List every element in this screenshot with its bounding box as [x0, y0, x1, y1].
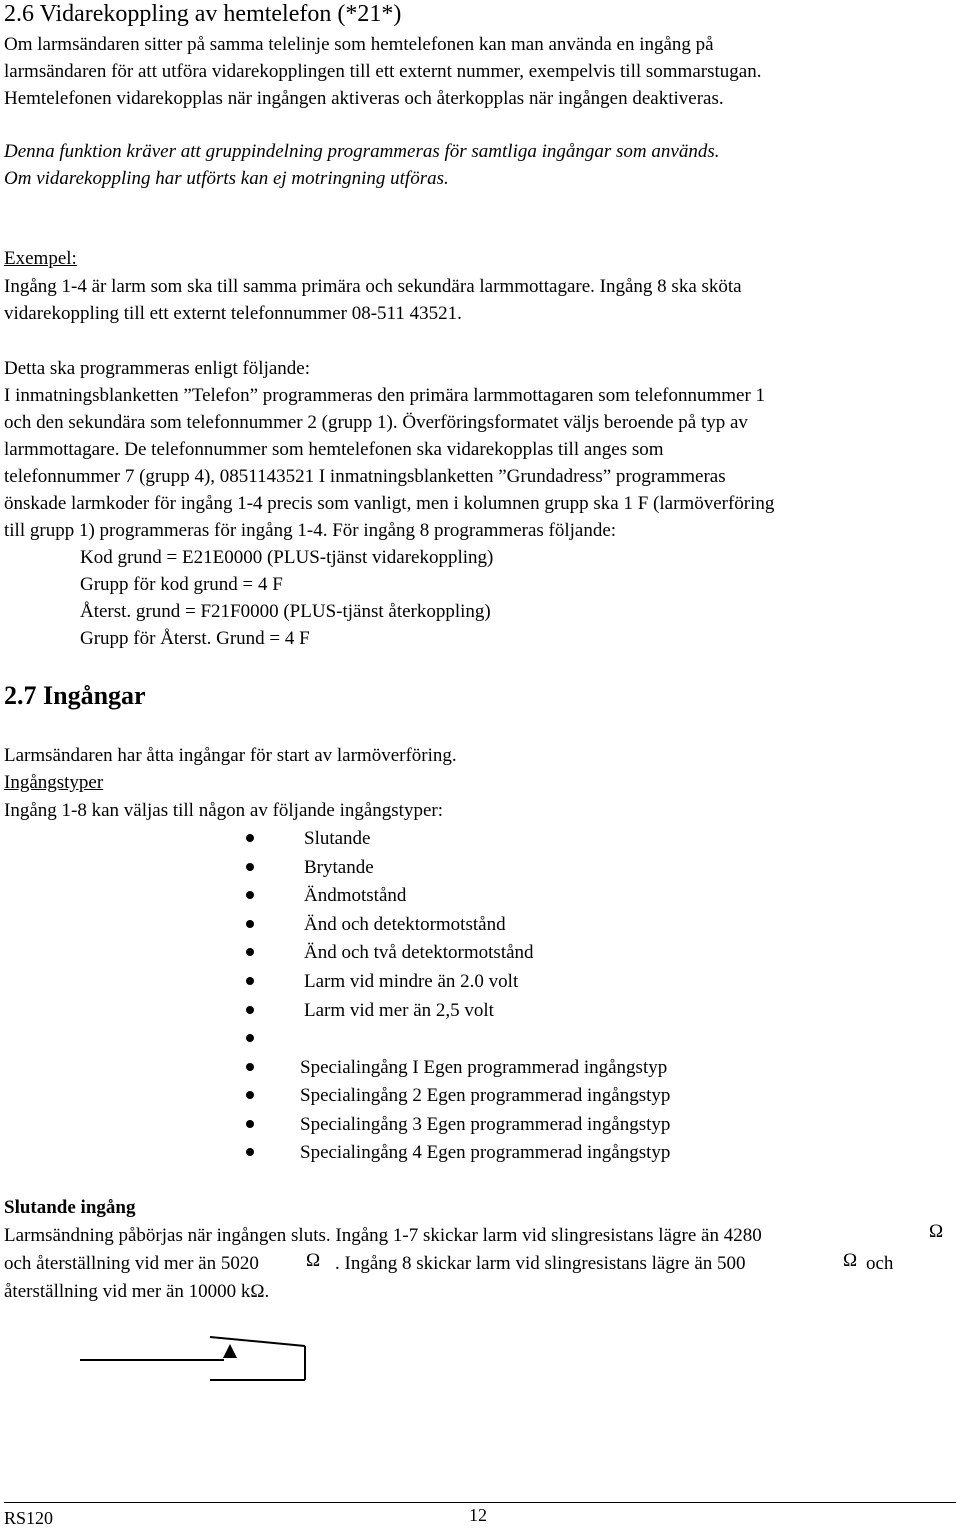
- closing-text-line: återställning vid mer än 10000 kΩ.: [4, 1281, 270, 1302]
- input-type-item: Larm vid mer än 2,5 volt: [304, 1000, 494, 1021]
- closing-text-line: [4, 1222, 762, 1249]
- closing-text-line: [4, 1250, 259, 1277]
- code-line: Grupp för kod grund = 4 F: [80, 574, 283, 595]
- note-line: Denna funktion kräver att gruppindelning programmeras för samtliga ingångar som används.: [4, 141, 720, 162]
- bullet-icon: [246, 1063, 254, 1071]
- bullet-icon: [246, 1091, 254, 1099]
- bullet-icon: [246, 948, 254, 956]
- input-type-item: Specialingång 2 Egen programmerad ingångstyp: [300, 1085, 671, 1106]
- section-heading-2-7: 2.7 Ingångar: [4, 681, 146, 710]
- input-types-intro: Ingång 1-8 kan väljas till någon av följande ingångstyper:: [4, 800, 443, 821]
- program-line: larmmottagare. De telefonnummer som hemtelefonen ska vidarekopplas till anges som: [4, 439, 664, 460]
- closing-text-part: och: [866, 1253, 894, 1274]
- program-line: till grupp 1) programmeras för ingång 1-4. För ingång 8 programmeras följande:: [4, 520, 617, 541]
- bullet-icon: [246, 920, 254, 928]
- input-type-item: Änd och detektormotstånd: [304, 914, 506, 935]
- program-line: I inmatningsblanketten ”Telefon” programmeras den primära larmmottagaren som telefonnummer 1: [4, 385, 766, 406]
- footer-doc-id: RS120: [4, 1508, 54, 1528]
- closing-text-part: och återställning vid mer än 5020: [4, 1253, 259, 1274]
- section-heading-2-6: 2.6 Vidarekoppling av hemtelefon (*21*): [4, 1, 402, 27]
- switch-lever: [210, 1337, 305, 1346]
- closing-text-part: återställning vid mer än 10000 k: [4, 1281, 251, 1302]
- ohm-icon: Ω: [306, 1250, 321, 1271]
- code-line: Grupp för Återst. Grund = 4 F: [80, 628, 310, 649]
- ohm-icon: Ω: [250, 1281, 265, 1302]
- input-type-item: Specialingång 4 Egen programmerad ingångstyp: [300, 1142, 671, 1163]
- bullet-icon: [246, 1006, 254, 1014]
- paragraph-line: Om larmsändaren sitter på samma telelinje som hemtelefonen kan man använda en ingång på: [4, 34, 714, 55]
- example-line: vidarekoppling till ett externt telefonnummer 08-511 43521.: [4, 303, 462, 324]
- input-types-heading: Ingångstyper: [4, 772, 104, 793]
- input-type-item: Larm vid mindre än 2.0 volt: [304, 971, 519, 992]
- paragraph-line: larmsändaren för att utföra vidarekopplingen till ett externt nummer, exempelvis till sommarstugan.: [4, 61, 762, 82]
- closing-switch-diagram: [76, 1330, 316, 1390]
- closing-text-part: . Ingång 8 skickar larm vid slingresistans lägre än 500: [335, 1253, 746, 1274]
- input-type-item: Änd och två detektormotstånd: [304, 942, 534, 963]
- program-line: telefonnummer 7 (grupp 4), 0851143521 I inmatningsblanketten ”Grundadress” programmeras: [4, 466, 726, 487]
- bullet-icon: [246, 977, 254, 985]
- program-line: önskade larmkoder för ingång 1-4 precis som vanligt, men i kolumnen grupp ska 1 F (larmöverföring: [4, 493, 775, 514]
- bullet-icon: [246, 834, 254, 842]
- switch-contact-icon: [223, 1344, 237, 1358]
- bullet-icon: [246, 1148, 254, 1156]
- ohm-icon: Ω: [929, 1221, 944, 1242]
- example-label: Exempel:: [4, 248, 77, 269]
- bullet-icon: [246, 1120, 254, 1128]
- closing-text-part: Larmsändning påbörjas när ingången sluts. Ingång 1-7 skickar larm vid slingresistans lägre än 4280: [4, 1225, 762, 1246]
- ohm-icon: Ω: [843, 1250, 858, 1271]
- program-line: Detta ska programmeras enligt följande:: [4, 358, 311, 379]
- paragraph-line: Hemtelefonen vidarekopplas när ingången aktiveras och återkopplas när ingången deaktiveras.: [4, 88, 724, 109]
- bullet-icon: [246, 1034, 254, 1042]
- closing-input-heading: Slutande ingång: [4, 1197, 136, 1218]
- bullet-icon: [246, 891, 254, 899]
- input-type-item: Brytande: [304, 857, 374, 878]
- note-line: Om vidarekoppling har utförts kan ej motringning utföras.: [4, 168, 449, 189]
- inputs-intro: Larmsändaren har åtta ingångar för start av larmöverföring.: [4, 745, 457, 766]
- code-line: Återst. grund = F21F0000 (PLUS-tjänst återkoppling): [80, 601, 491, 622]
- code-line: Kod grund = E21E0000 (PLUS-tjänst vidarekoppling): [80, 547, 494, 568]
- input-type-item: Slutande: [304, 828, 371, 849]
- input-type-item: Specialingång I Egen programmerad ingångstyp: [300, 1057, 668, 1078]
- input-type-item: Specialingång 3 Egen programmerad ingångstyp: [300, 1114, 671, 1135]
- bullet-icon: [246, 863, 254, 871]
- footer-rule: [4, 1502, 956, 1503]
- input-type-item: Ändmotstånd: [304, 885, 407, 906]
- example-line: Ingång 1-4 är larm som ska till samma primära och sekundära larmmottagare. Ingång 8 ska sköta: [4, 276, 742, 297]
- program-line: och den sekundära som telefonnummer 2 (grupp 1). Överföringsformatet väljs beroende på typ av: [4, 412, 748, 433]
- page-number: 12: [469, 1505, 487, 1525]
